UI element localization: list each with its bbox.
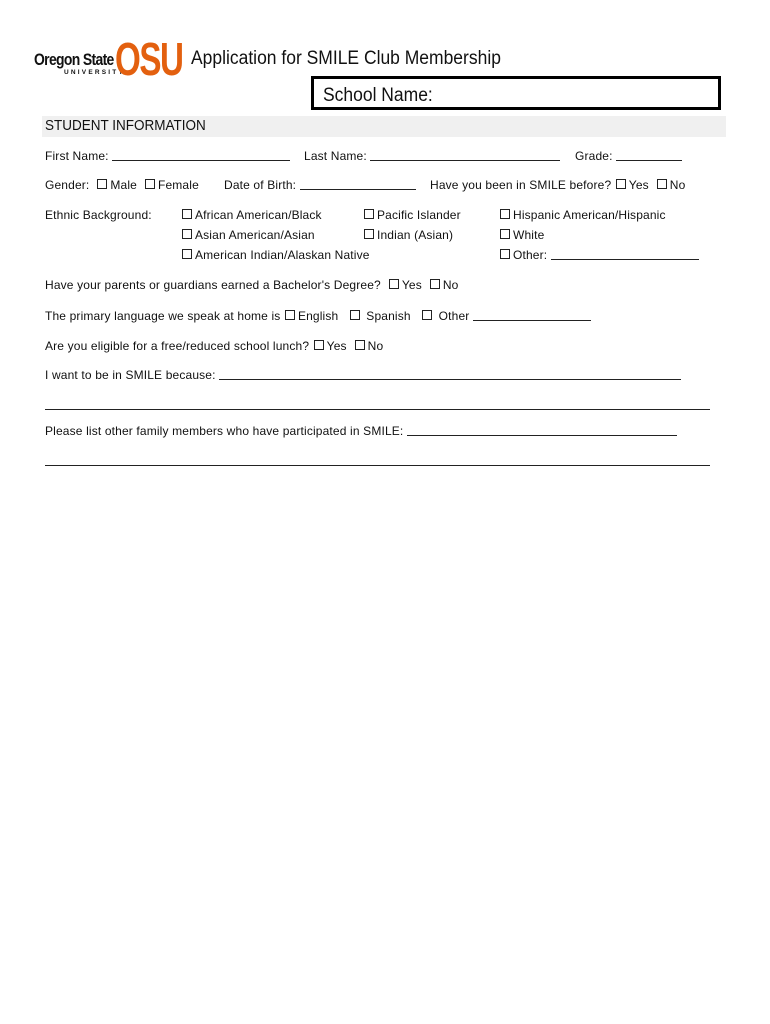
school-name-field[interactable] (311, 76, 721, 110)
reason-label: I want to be in SMILE because: (45, 368, 216, 382)
english-checkbox[interactable] (285, 310, 295, 320)
last-name-label: Last Name: (304, 149, 367, 163)
ethnic-option (363, 228, 453, 242)
logo-subtitle: UNIVERSITY (64, 69, 126, 76)
hispanic-checkbox[interactable] (500, 209, 510, 219)
reason-row (45, 368, 681, 382)
been-yes-checkbox[interactable] (616, 179, 626, 189)
logo-osu-mark: OSU (115, 33, 183, 85)
family-label: Please list other family members who have participated in SMILE: (45, 424, 404, 438)
page-title: Application for SMILE Club Membership (191, 48, 501, 69)
other-ethnic-field[interactable] (551, 249, 699, 260)
family-continuation-line[interactable] (45, 465, 710, 466)
lunch-no-label: No (367, 339, 384, 353)
other-language-field[interactable] (473, 310, 591, 321)
ethnic-option-label: Hispanic American/Hispanic (513, 208, 666, 222)
other-language-checkbox[interactable] (422, 310, 432, 320)
grade-row (575, 149, 682, 163)
ethnic-option (499, 248, 699, 262)
ethnic-option-label: Asian American/Asian (195, 228, 315, 242)
reason-continuation-line[interactable] (45, 409, 710, 410)
parents-degree-question: Have your parents or guardians earned a Bachelor's Degree? (45, 278, 381, 292)
lunch-no-checkbox[interactable] (355, 340, 365, 350)
dob-field[interactable] (300, 179, 416, 190)
family-row (45, 424, 677, 438)
section-title: STUDENT INFORMATION (45, 117, 206, 134)
parents-no-checkbox[interactable] (430, 279, 440, 289)
first-name-label: First Name: (45, 149, 109, 163)
ethnic-option-label: Indian (Asian) (377, 228, 454, 242)
parents-degree-row (45, 278, 458, 292)
spanish-label: Spanish (366, 309, 411, 323)
parents-yes-checkbox[interactable] (389, 279, 399, 289)
been-in-smile-row (430, 178, 685, 192)
language-row (45, 309, 591, 323)
reason-field[interactable] (219, 369, 681, 380)
male-checkbox[interactable] (97, 179, 107, 189)
white-checkbox[interactable] (500, 229, 510, 239)
other-ethnic-checkbox[interactable] (500, 249, 510, 259)
last-name-row (304, 149, 560, 163)
lunch-question: Are you eligible for a free/reduced school lunch? (45, 339, 310, 353)
been-no-label: No (669, 178, 686, 192)
ethnic-option (499, 208, 666, 222)
lunch-row (45, 339, 383, 353)
asian-american-checkbox[interactable] (182, 229, 192, 239)
male-label: Male (110, 178, 138, 192)
female-label: Female (157, 178, 199, 192)
family-field[interactable] (407, 425, 677, 436)
ethnic-option-label: White (513, 228, 545, 242)
section-header (42, 116, 726, 137)
parents-yes-label: Yes (401, 278, 422, 292)
lunch-yes-label: Yes (326, 339, 347, 353)
spanish-checkbox[interactable] (350, 310, 360, 320)
african-american-checkbox[interactable] (182, 209, 192, 219)
been-no-checkbox[interactable] (657, 179, 667, 189)
ethnic-option-label: American Indian/Alaskan Native (195, 248, 370, 262)
ethnic-option-label: African American/Black (195, 208, 322, 222)
ethnic-option (363, 208, 461, 222)
ethnic-option (181, 228, 315, 242)
ethnic-option (181, 208, 322, 222)
indian-asian-checkbox[interactable] (364, 229, 374, 239)
english-label: English (297, 309, 339, 323)
lunch-yes-checkbox[interactable] (314, 340, 324, 350)
ethnic-option-label: Pacific Islander (377, 208, 461, 222)
logo-wordmark: Oregon State (34, 50, 114, 69)
been-in-smile-label: Have you been in SMILE before? (430, 178, 612, 192)
language-question: The primary language we speak at home is (45, 309, 281, 323)
ethnic-option-label: Other: (513, 248, 548, 262)
gender-label: Gender: (45, 178, 90, 192)
first-name-row (45, 149, 290, 163)
gender-row (45, 178, 199, 192)
dob-label: Date of Birth: (224, 178, 297, 192)
other-language-label: Other (438, 309, 470, 323)
american-indian-checkbox[interactable] (182, 249, 192, 259)
pacific-islander-checkbox[interactable] (364, 209, 374, 219)
ethnic-label: Ethnic Background: (45, 208, 152, 222)
ethnic-option (499, 228, 544, 242)
ethnic-option (181, 248, 370, 262)
school-name-label: School Name: (323, 85, 433, 106)
grade-label: Grade: (575, 149, 613, 163)
parents-no-label: No (442, 278, 459, 292)
first-name-field[interactable] (112, 150, 290, 161)
dob-row (224, 178, 416, 192)
grade-field[interactable] (616, 150, 682, 161)
last-name-field[interactable] (370, 150, 560, 161)
female-checkbox[interactable] (145, 179, 155, 189)
been-yes-label: Yes (628, 178, 649, 192)
